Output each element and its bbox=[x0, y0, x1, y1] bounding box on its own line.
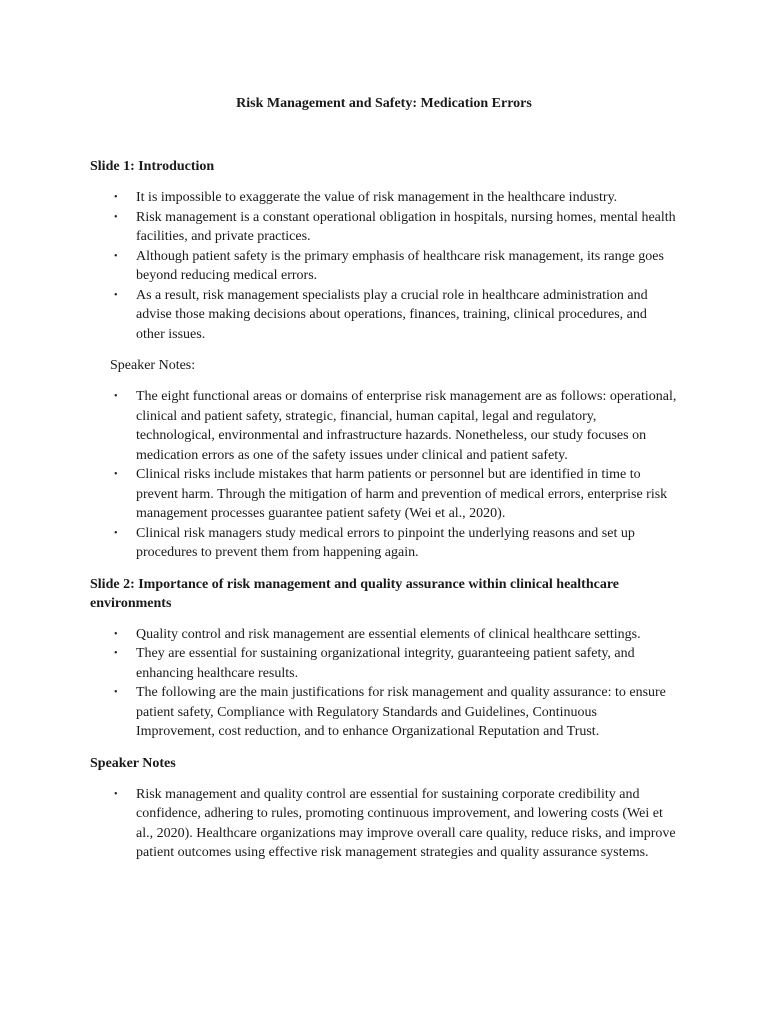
slide-2-heading: Slide 2: Importance of risk management and quality assurance within clinical healthcare environments bbox=[90, 576, 620, 611]
list-item: • It is impossible to exaggerate the value of risk management in the healthcare industry. bbox=[90, 188, 678, 208]
bullet-icon: • bbox=[114, 192, 118, 203]
slide-1-heading: Slide 1: Introduction bbox=[90, 159, 215, 174]
slide-1-speaker-notes-label: Speaker Notes: bbox=[110, 358, 196, 373]
slide-1-notes-list bbox=[90, 387, 678, 563]
bullet-icon: • bbox=[114, 469, 118, 480]
bullet-icon: • bbox=[114, 628, 118, 640]
bullet-icon: • bbox=[114, 250, 118, 262]
bullet-icon: • bbox=[114, 211, 118, 223]
slide-2-notes-list bbox=[90, 785, 678, 863]
list-item: • Quality control and risk management are essential elements of clinical healthcare settings. bbox=[90, 625, 678, 645]
bullet-icon: • bbox=[114, 289, 118, 301]
slide-1-bullet-list bbox=[90, 188, 678, 344]
list-item: • The following are the main justifications for risk management and quality assurance: to ensure patient safety, Compliance with Regulatory Standards and Guidelines, Continuous Improvement, cost reduction, and to enhance Organizational Reputation and Trust. bbox=[114, 685, 666, 739]
bullet-icon: • bbox=[114, 648, 118, 659]
bullet-icon: • bbox=[114, 687, 118, 698]
slide-2-speaker-notes-label: Speaker Notes bbox=[90, 755, 176, 771]
list-item: • They are essential for sustaining organizational integrity, guaranteeing patient safety, and enhancing healthcare results. bbox=[114, 646, 635, 681]
list-item: • As a result, risk management specialists play a crucial role in healthcare administration and advise those making decisions about operations, finances, training, clinical procedures, and other issues. bbox=[114, 287, 648, 342]
list-item: • Risk management and quality control are essential for sustaining corporate credibility and confidence, adhering to rules, promoting continuous improvement, and lowering costs (Wei et al., 2020). Healthcare organizations may improve overall care quality, reduce risks, and improve patient outcomes using effective risk management strategies and quality assurance systems. bbox=[114, 786, 676, 860]
slide-2-bullet-list bbox=[90, 625, 678, 742]
bullet-icon: • bbox=[114, 527, 118, 539]
list-item: • Although patient safety is the primary emphasis of healthcare risk management, its range goes beyond reducing medical errors. bbox=[114, 248, 664, 283]
list-item: • The eight functional areas or domains of enterprise risk management are as follows: operational, clinical and patient safety, strategic, financial, human capital, legal and regulatory, technological, environmental and infrastructure hazards. Nonetheless, our study focuses on medication errors as one of the safety issues under clinical and patient safety. bbox=[114, 389, 677, 463]
bullet-icon: • bbox=[114, 391, 118, 402]
list-item: • Risk management is a constant operational obligation in hospitals, nursing homes, mental health facilities, and private practices. bbox=[114, 209, 676, 244]
bullet-icon: • bbox=[114, 788, 118, 800]
list-item: • Clinical risks include mistakes that harm patients or personnel but are identified in time to prevent harm. Through the mitigation of harm and prevention of medical errors, enterprise risk management processes guarantee patient safety (Wei et al., 2020). bbox=[114, 467, 668, 521]
document-title: Risk Management and Safety: Medication Errors bbox=[236, 96, 532, 111]
list-item: • Clinical risk managers study medical errors to pinpoint the underlying reasons and set up procedures to prevent them from happening again. bbox=[114, 525, 635, 560]
